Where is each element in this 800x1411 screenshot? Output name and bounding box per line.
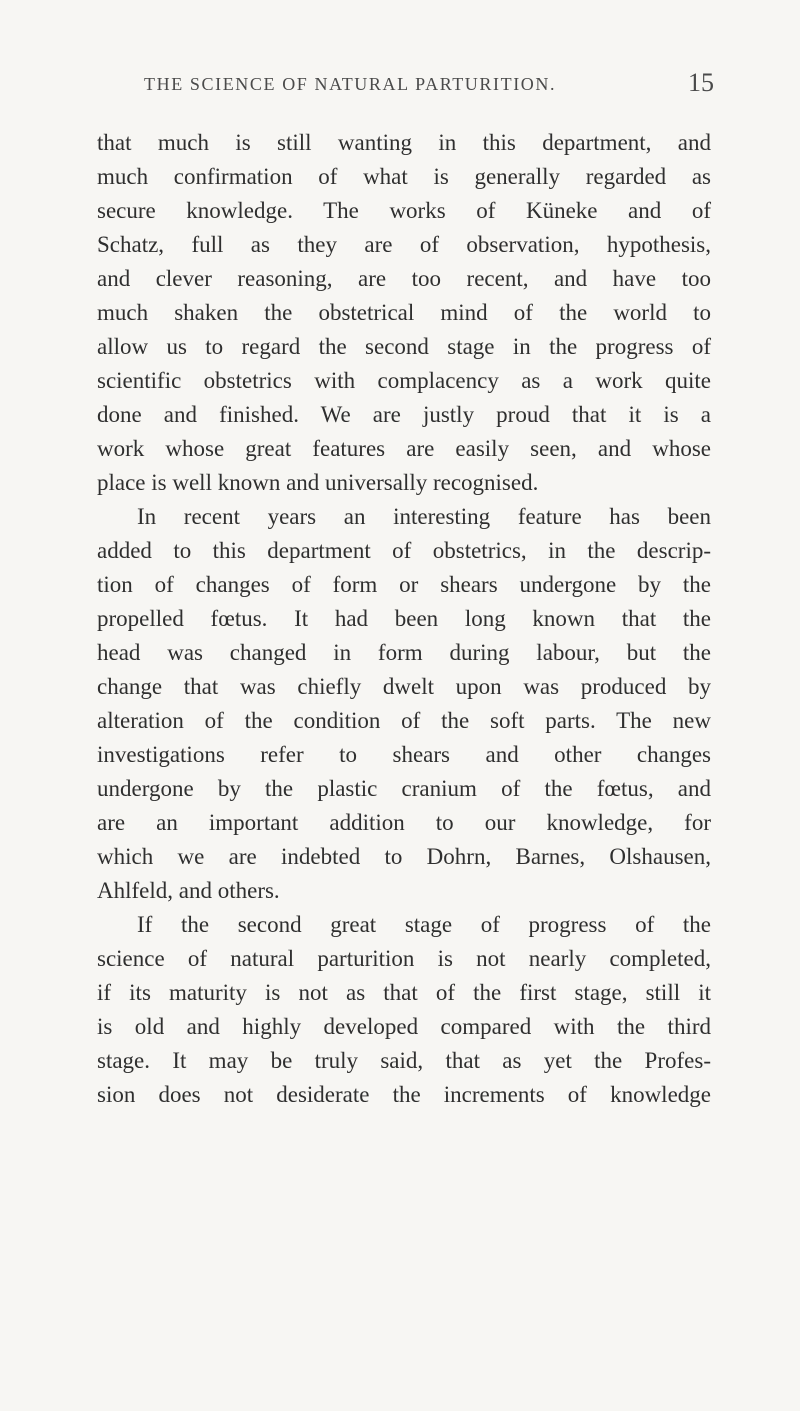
text-line: head was changed in form during labour, but the xyxy=(97,640,711,665)
text-line: tion of changes of form or shears undergone by the xyxy=(97,572,711,597)
running-head xyxy=(144,64,744,104)
text-line: undergone by the plastic cranium of the fœtus, and xyxy=(97,776,711,801)
text-line: sion does not desiderate the increments of knowledge xyxy=(97,1082,711,1107)
text-line: In recent years an interesting feature has been xyxy=(137,504,711,529)
page-number: 15 xyxy=(688,68,714,97)
text-line: much shaken the obstetrical mind of the world to xyxy=(97,300,711,325)
text-line: stage. It may be truly said, that as yet the Profes- xyxy=(97,1048,711,1073)
text-line: work whose great features are easily seen, and whose xyxy=(97,436,711,461)
text-line: investigations refer to shears and other changes xyxy=(97,742,711,767)
text-line: secure knowledge. The works of Küneke and of xyxy=(97,198,711,223)
text-line: propelled fœtus. It had been long known that the xyxy=(97,606,711,631)
running-title: THE SCIENCE OF NATURAL PARTURITION. xyxy=(144,74,557,94)
text-line: science of natural parturition is not nearly completed, xyxy=(97,946,711,971)
text-line: alteration of the condition of the soft parts. The new xyxy=(97,708,711,733)
text-line: place is well known and universally recognised. xyxy=(97,470,539,495)
text-line: if its maturity is not as that of the first stage, still it xyxy=(97,980,711,1005)
text-line: done and finished. We are justly proud that it is a xyxy=(97,402,711,427)
text-line: Ahlfeld, and others. xyxy=(97,878,280,903)
text-line: are an important addition to our knowledge, for xyxy=(97,810,711,835)
body-text xyxy=(97,126,711,1112)
text-line: allow us to regard the second stage in the progress of xyxy=(97,334,711,359)
text-line: which we are indebted to Dohrn, Barnes, Olshausen, xyxy=(97,844,711,869)
text-line: change that was chiefly dwelt upon was produced by xyxy=(97,674,711,699)
text-line: is old and highly developed compared with the third xyxy=(97,1014,711,1039)
text-line: scientific obstetrics with complacency as a work quite xyxy=(97,368,711,393)
text-line: If the second great stage of progress of the xyxy=(137,912,711,937)
text-line: Schatz, full as they are of observation, hypothesis, xyxy=(97,232,711,257)
text-line: and clever reasoning, are too recent, and have too xyxy=(97,266,711,291)
text-line: much confirmation of what is generally regarded as xyxy=(97,164,711,189)
text-line: that much is still wanting in this department, and xyxy=(97,130,711,155)
text-line: added to this department of obstetrics, in the descrip- xyxy=(97,538,711,563)
